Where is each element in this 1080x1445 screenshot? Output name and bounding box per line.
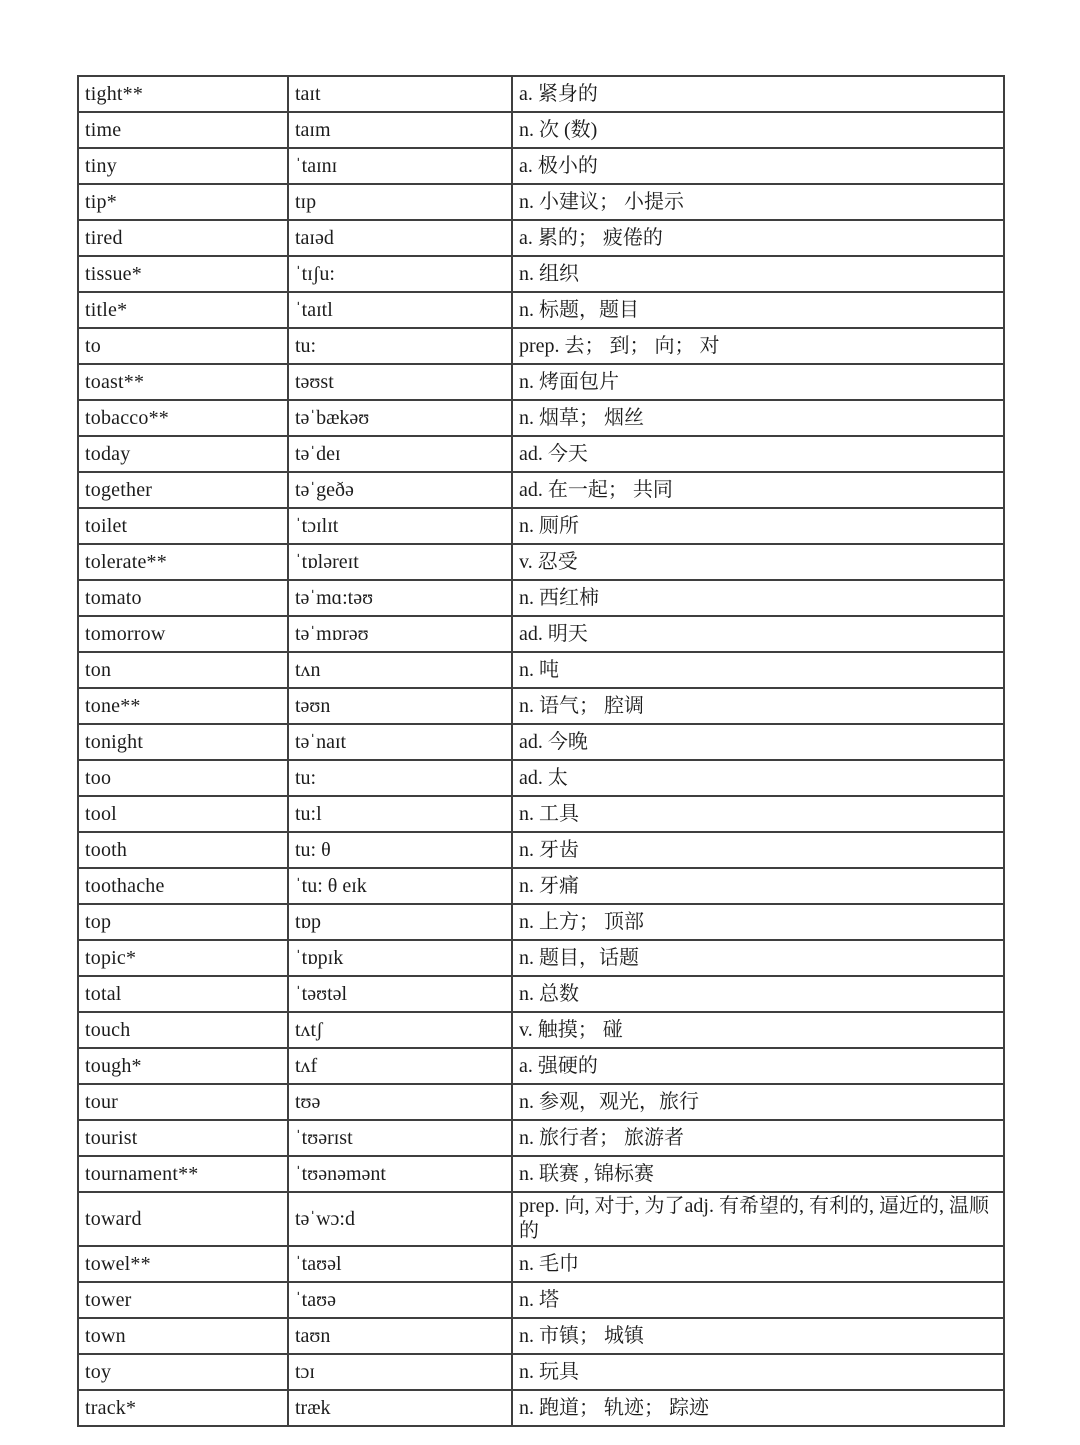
table-row: [78, 1084, 1004, 1120]
word-cell: toilet: [78, 508, 288, 544]
word-cell: tournament**: [78, 1156, 288, 1192]
table-row: [78, 112, 1004, 148]
ipa-cell: taɪəd: [288, 220, 512, 256]
word-cell: touch: [78, 1012, 288, 1048]
meaning-cell: v. 忍受: [512, 544, 1004, 580]
table-row: [78, 1048, 1004, 1084]
ipa-cell: taɪt: [288, 76, 512, 112]
meaning-cell: n. 联赛 , 锦标赛: [512, 1156, 1004, 1192]
ipa-cell: təˈmɑ:təʊ: [288, 580, 512, 616]
word-cell: today: [78, 436, 288, 472]
ipa-cell: təʊst: [288, 364, 512, 400]
word-cell: tone**: [78, 688, 288, 724]
word-cell: total: [78, 976, 288, 1012]
table-row: [78, 760, 1004, 796]
table-row: [78, 688, 1004, 724]
ipa-cell: tu:: [288, 760, 512, 796]
table-row: [78, 328, 1004, 364]
meaning-cell: n. 厕所: [512, 508, 1004, 544]
ipa-cell: təˈgeðə: [288, 472, 512, 508]
ipa-cell: taʊn: [288, 1318, 512, 1354]
meaning-cell: n. 西红柿: [512, 580, 1004, 616]
meaning-cell: n. 题目，话题: [512, 940, 1004, 976]
meaning-cell: ad. 今晚: [512, 724, 1004, 760]
table-row: [78, 1282, 1004, 1318]
word-cell: tomorrow: [78, 616, 288, 652]
ipa-cell: ˈtʊərɪst: [288, 1120, 512, 1156]
ipa-cell: taɪm: [288, 112, 512, 148]
table-row: [78, 436, 1004, 472]
table-row: [78, 184, 1004, 220]
ipa-cell: ˈtaɪnɪ: [288, 148, 512, 184]
word-cell: tourist: [78, 1120, 288, 1156]
table-row: [78, 796, 1004, 832]
word-cell: tour: [78, 1084, 288, 1120]
word-cell: to: [78, 328, 288, 364]
ipa-cell: ˈtɒləreɪt: [288, 544, 512, 580]
meaning-cell: n. 总数: [512, 976, 1004, 1012]
ipa-cell: tʌf: [288, 1048, 512, 1084]
ipa-cell: tɒp: [288, 904, 512, 940]
table-row: [78, 472, 1004, 508]
table-row: [78, 292, 1004, 328]
word-cell: tobacco**: [78, 400, 288, 436]
table-row: [78, 148, 1004, 184]
meaning-cell: n. 上方； 顶部: [512, 904, 1004, 940]
meaning-cell: a. 极小的: [512, 148, 1004, 184]
meaning-cell: n. 玩具: [512, 1354, 1004, 1390]
ipa-cell: tɔɪ: [288, 1354, 512, 1390]
word-cell: tight**: [78, 76, 288, 112]
ipa-cell: tɪp: [288, 184, 512, 220]
table-row: [78, 904, 1004, 940]
table-row: [78, 616, 1004, 652]
ipa-cell: ˈtaʊə: [288, 1282, 512, 1318]
table-row: [78, 976, 1004, 1012]
word-cell: time: [78, 112, 288, 148]
table-row: [78, 1390, 1004, 1426]
ipa-cell: ˈtɪʃu:: [288, 256, 512, 292]
meaning-cell: n. 参观，观光，旅行: [512, 1084, 1004, 1120]
meaning-cell: a. 紧身的: [512, 76, 1004, 112]
meaning-cell: n. 塔: [512, 1282, 1004, 1318]
table-row: [78, 1246, 1004, 1282]
word-cell: tissue*: [78, 256, 288, 292]
meaning-cell: n. 小建议； 小提示: [512, 184, 1004, 220]
word-cell: tiny: [78, 148, 288, 184]
table-row: [78, 832, 1004, 868]
ipa-cell: tʌtʃ: [288, 1012, 512, 1048]
table-row: [78, 400, 1004, 436]
ipa-cell: tu:: [288, 328, 512, 364]
meaning-cell: ad. 太: [512, 760, 1004, 796]
meaning-cell: ad. 今天: [512, 436, 1004, 472]
word-cell: tower: [78, 1282, 288, 1318]
word-cell: tonight: [78, 724, 288, 760]
meaning-cell: n. 牙痛: [512, 868, 1004, 904]
ipa-cell: ˈtaɪtl: [288, 292, 512, 328]
meaning-cell: a. 累的； 疲倦的: [512, 220, 1004, 256]
word-cell: ton: [78, 652, 288, 688]
word-cell: top: [78, 904, 288, 940]
table-row: [78, 1156, 1004, 1192]
table-row: [78, 940, 1004, 976]
table-row: [78, 508, 1004, 544]
table-row: [78, 580, 1004, 616]
meaning-cell: n. 旅行者； 旅游者: [512, 1120, 1004, 1156]
word-cell: title*: [78, 292, 288, 328]
word-cell: tired: [78, 220, 288, 256]
ipa-cell: ˈtəʊtəl: [288, 976, 512, 1012]
table-row: [78, 76, 1004, 112]
word-cell: track*: [78, 1390, 288, 1426]
ipa-cell: təˈwɔ:d: [288, 1192, 512, 1246]
ipa-cell: ˈtɔɪlɪt: [288, 508, 512, 544]
table-row: [78, 220, 1004, 256]
meaning-cell: n. 市镇； 城镇: [512, 1318, 1004, 1354]
meaning-cell: prep. 向, 对于, 为了adj. 有希望的, 有利的, 逼近的, 温顺的: [512, 1192, 1004, 1246]
table-row: [78, 724, 1004, 760]
ipa-cell: ˈtɒpɪk: [288, 940, 512, 976]
word-cell: toy: [78, 1354, 288, 1390]
ipa-cell: træk: [288, 1390, 512, 1426]
ipa-cell: təˈnaɪt: [288, 724, 512, 760]
word-cell: toward: [78, 1192, 288, 1246]
ipa-cell: təˈmɒrəʊ: [288, 616, 512, 652]
word-cell: tolerate**: [78, 544, 288, 580]
meaning-cell: ad. 明天: [512, 616, 1004, 652]
meaning-cell: n. 跑道； 轨迹； 踪迹: [512, 1390, 1004, 1426]
vocab-table: [77, 75, 1005, 1427]
table-row: [78, 652, 1004, 688]
meaning-cell: n. 组织: [512, 256, 1004, 292]
meaning-cell: prep. 去； 到； 向； 对: [512, 328, 1004, 364]
meaning-cell: n. 标题，题目: [512, 292, 1004, 328]
word-cell: toothache: [78, 868, 288, 904]
ipa-cell: tu: θ: [288, 832, 512, 868]
ipa-cell: təˈbækəʊ: [288, 400, 512, 436]
table-row: [78, 868, 1004, 904]
meaning-cell: n. 吨: [512, 652, 1004, 688]
ipa-cell: tʌn: [288, 652, 512, 688]
table-row: [78, 1318, 1004, 1354]
ipa-cell: təʊn: [288, 688, 512, 724]
table-row: [78, 364, 1004, 400]
word-cell: together: [78, 472, 288, 508]
meaning-cell: n. 次 (数): [512, 112, 1004, 148]
vocab-table-body: [78, 76, 1004, 1426]
ipa-cell: ˈtaʊəl: [288, 1246, 512, 1282]
word-cell: toast**: [78, 364, 288, 400]
word-cell: towel**: [78, 1246, 288, 1282]
ipa-cell: tʊə: [288, 1084, 512, 1120]
word-cell: too: [78, 760, 288, 796]
meaning-cell: ad. 在一起； 共同: [512, 472, 1004, 508]
ipa-cell: təˈdeɪ: [288, 436, 512, 472]
word-cell: tough*: [78, 1048, 288, 1084]
table-row: [78, 544, 1004, 580]
word-cell: tip*: [78, 184, 288, 220]
ipa-cell: ˈtu: θ eɪk: [288, 868, 512, 904]
meaning-cell: n. 烤面包片: [512, 364, 1004, 400]
word-cell: tomato: [78, 580, 288, 616]
table-row: [78, 1012, 1004, 1048]
word-cell: town: [78, 1318, 288, 1354]
meaning-cell: n. 工具: [512, 796, 1004, 832]
table-row: [78, 256, 1004, 292]
meaning-cell: n. 烟草； 烟丝: [512, 400, 1004, 436]
meaning-cell: n. 牙齿: [512, 832, 1004, 868]
table-row: [78, 1192, 1004, 1246]
word-cell: tool: [78, 796, 288, 832]
meaning-cell: a. 强硬的: [512, 1048, 1004, 1084]
meaning-cell: n. 语气； 腔调: [512, 688, 1004, 724]
word-cell: topic*: [78, 940, 288, 976]
ipa-cell: tu:l: [288, 796, 512, 832]
meaning-cell: v. 触摸； 碰: [512, 1012, 1004, 1048]
ipa-cell: ˈtʊənəmənt: [288, 1156, 512, 1192]
table-row: [78, 1354, 1004, 1390]
table-row: [78, 1120, 1004, 1156]
word-cell: tooth: [78, 832, 288, 868]
meaning-cell: n. 毛巾: [512, 1246, 1004, 1282]
